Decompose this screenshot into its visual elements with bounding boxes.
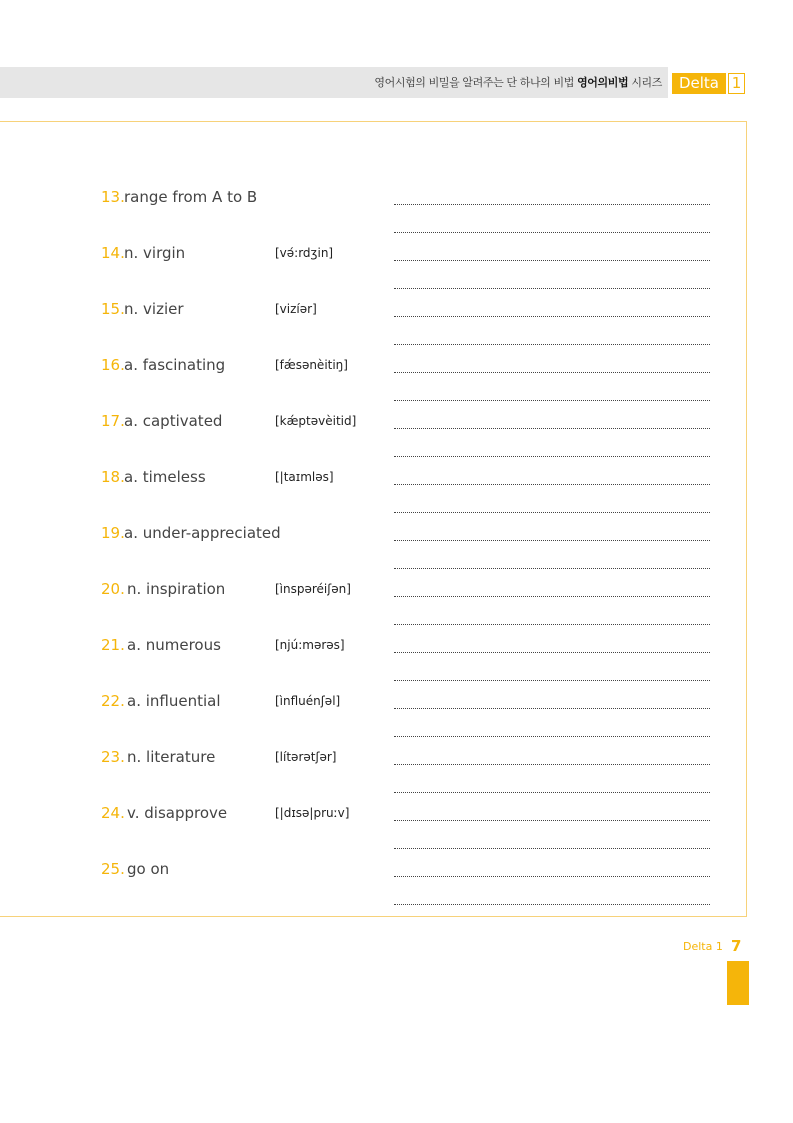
vocab-word: a. numerous [127,636,221,654]
series-tagline [374,67,662,98]
vocab-word: a. influential [127,692,221,710]
answer-line[interactable] [394,848,710,849]
tagline-suffix: 시리즈 [631,76,662,89]
answer-line[interactable] [394,764,710,765]
vocab-word: n. vizier [124,300,184,318]
vocab-pronunciation: [njú:mәrәs] [275,638,345,652]
vocab-word: a. timeless [124,468,206,486]
answer-line[interactable] [394,288,710,289]
answer-line[interactable] [394,400,710,401]
answer-line[interactable] [394,624,710,625]
vocab-word: a. fascinating [124,356,226,374]
vocab-pronunciation: [|dɪsə|pruːv] [275,806,350,820]
answer-line[interactable] [394,540,710,541]
vocab-pronunciation: [vә́:rdʒin] [275,246,334,260]
answer-line[interactable] [394,372,710,373]
answer-line[interactable] [394,736,710,737]
vocab-word: n. inspiration [127,580,226,598]
brand-number: 1 [728,73,745,94]
vocab-pronunciation: [lítәrәtʃәr] [275,750,337,764]
answer-line[interactable] [394,596,710,597]
vocab-number: 17. [101,412,125,430]
answer-line[interactable] [394,708,710,709]
vocab-number: 18. [101,468,125,486]
vocab-number: 23. [101,748,125,766]
vocab-number: 25. [101,860,125,878]
answer-line[interactable] [394,512,710,513]
vocab-word: range from A to B [124,188,258,206]
answer-line[interactable] [394,232,710,233]
answer-line[interactable] [394,904,710,905]
tagline-prefix: 영어시험의 비밀을 알려주는 단 하나의 비법 [374,76,574,89]
vocab-item [0,860,793,925]
vocab-word: a. captivated [124,412,223,430]
vocab-number: 22. [101,692,125,710]
answer-line[interactable] [394,316,710,317]
vocab-number: 15. [101,300,125,318]
vocab-number: 16. [101,356,125,374]
answer-line[interactable] [394,484,710,485]
vocab-number: 19. [101,524,125,542]
vocab-number: 14. [101,244,125,262]
answer-line[interactable] [394,820,710,821]
vocab-word: n. virgin [124,244,186,262]
answer-line[interactable] [394,792,710,793]
page-tab-marker [727,961,749,1005]
answer-line[interactable] [394,204,710,205]
answer-line[interactable] [394,428,710,429]
footer-book-label: Delta 1 [683,940,723,953]
answer-line[interactable] [394,568,710,569]
vocab-pronunciation: [|taɪmləs] [275,470,334,484]
page-number: 7 [731,937,742,955]
header-band [0,67,668,98]
vocab-number: 13. [101,188,125,206]
vocab-pronunciation: [fǽsәnèitiŋ] [275,358,348,372]
vocab-pronunciation: [kǽptәvèitid] [275,414,357,428]
vocab-pronunciation: [ìnspәréiʃәn] [275,582,351,596]
tagline-bold: 영어의비법 [577,76,629,89]
vocab-number: 20. [101,580,125,598]
answer-line[interactable] [394,260,710,261]
vocab-word: n. literature [127,748,216,766]
answer-line[interactable] [394,876,710,877]
answer-line[interactable] [394,344,710,345]
vocab-pronunciation: [vizíәr] [275,302,317,316]
vocab-word: v. disapprove [127,804,228,822]
vocab-pronunciation: [ìnfluénʃәl] [275,694,341,708]
vocab-word: a. under-appreciated [124,524,281,542]
vocab-number: 24. [101,804,125,822]
answer-line[interactable] [394,652,710,653]
answer-line[interactable] [394,680,710,681]
vocab-word: go on [127,860,170,878]
brand-label: Delta [672,73,726,94]
vocab-number: 21. [101,636,125,654]
answer-line[interactable] [394,456,710,457]
